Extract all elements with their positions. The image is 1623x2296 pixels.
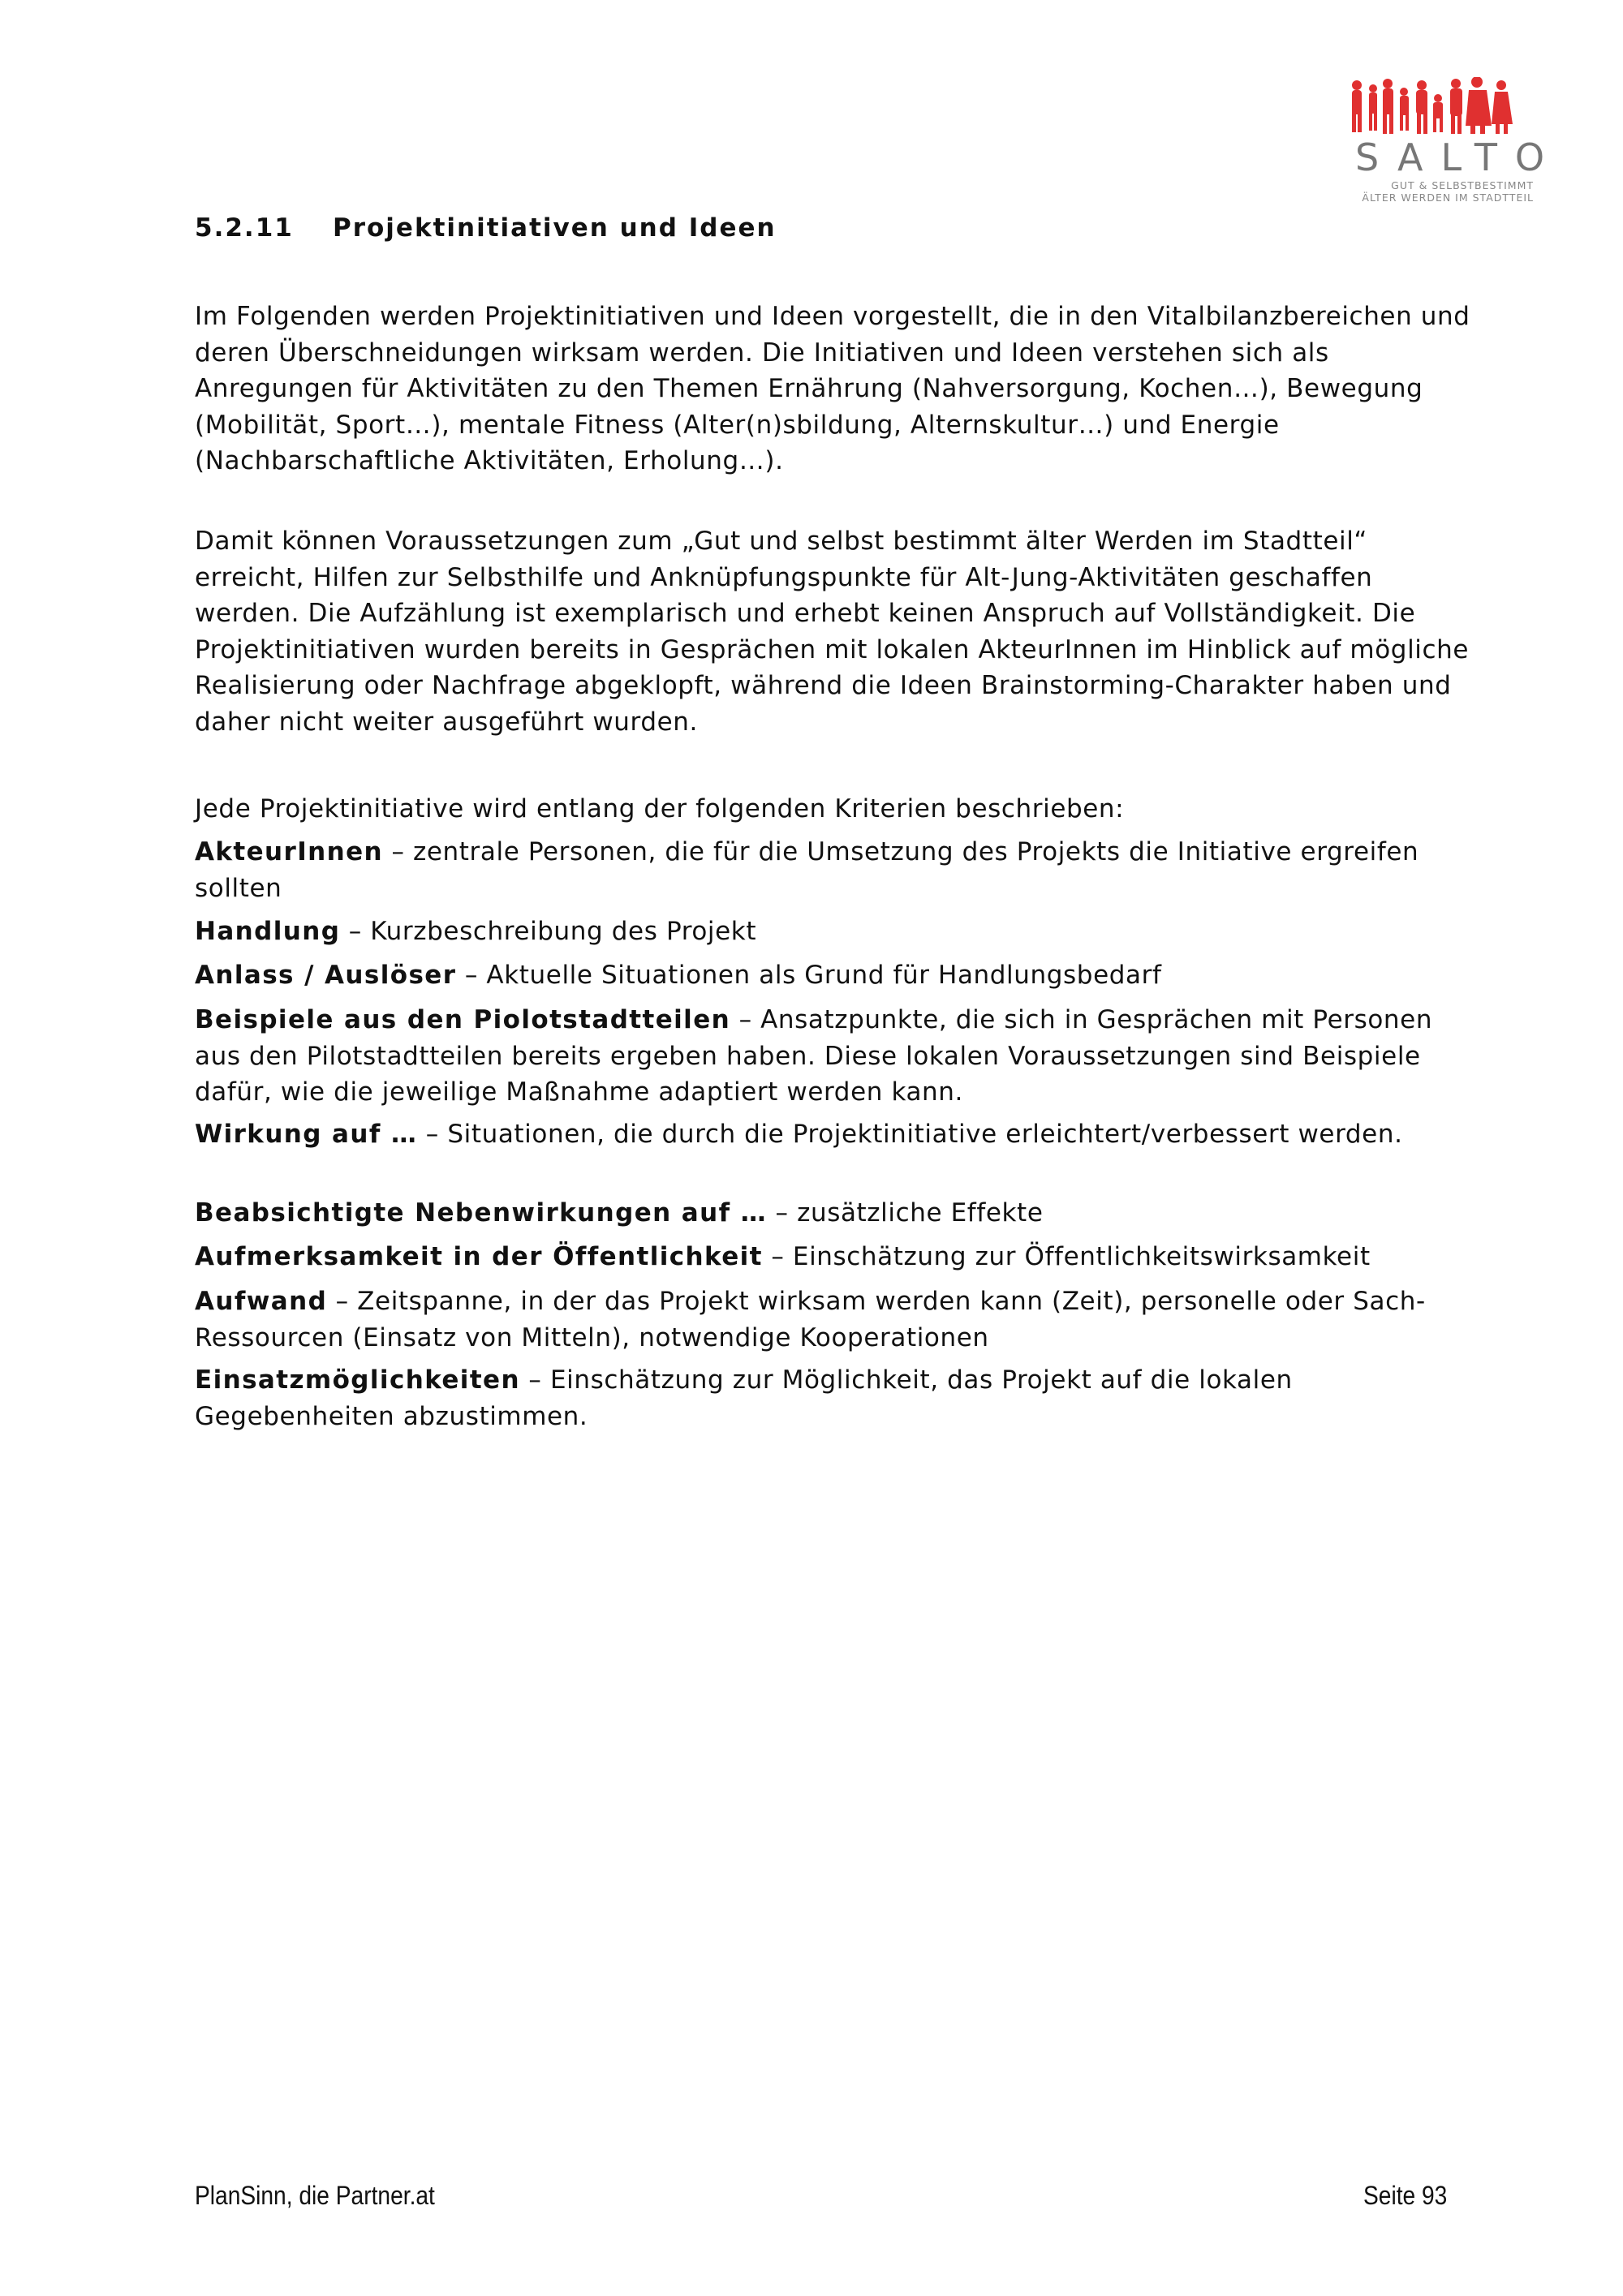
criterion-description: – Ansatzpunkte, die sich in Gesprächen mit Personen aus den Pilotstadtteilen bereits ergeben haben. Diese lokalen Voraussetzungen sind Beispiele dafür, wie die jeweilige Maßnahme adaptiert werden kann. [195, 1005, 1433, 1107]
criterion-item [195, 957, 1477, 994]
criteria-intro: Jede Projektinitiative wird entlang der folgenden Kriterien beschrieben: [195, 794, 1125, 823]
criterion-item [195, 1116, 1477, 1153]
criterion-description: – Einschätzung zur Möglichkeit, das Projekt auf die lokalen Gegebenheiten abzustimmen. [195, 1365, 1293, 1431]
criterion-description: – Einschätzung zur Öffentlichkeitswirksamkeit [762, 1242, 1371, 1271]
criterion-term: Anlass / Auslöser [195, 961, 457, 990]
criterion-term: Aufmerksamkeit in der Öffentlichkeit [195, 1242, 763, 1271]
criterion-description: – Kurzbeschreibung des Projekt [340, 917, 757, 946]
intro-paragraph-1: Im Folgenden werden Projektinitiativen und Ideen vorgestellt, die in den Vitalbilanzbereichen und deren Überschneidungen wirksam werden. Die Initiativen und Ideen verstehen sich als Anregungen für Aktivitäten zu den Themen Ernährung (Nahversorgung, Kochen…), Bewegung (Mobilität, Sport…), mentale Fitness (Alter(n)sbildung, Alternskultur…) und Energie (Nachbarschaftliche Aktivitäten, Erholung…). [195, 302, 1470, 476]
section-heading [195, 213, 777, 243]
criterion-item [195, 1362, 1477, 1434]
people-figures-icon [1347, 77, 1526, 135]
criterion-term: Einsatzmöglichkeiten [195, 1365, 520, 1395]
criterion-item [195, 1239, 1477, 1275]
criterion-description: – Zeitspanne, in der das Projekt wirksam werden kann (Zeit), personelle oder Sach-Ressourcen (Einsatz von Mitteln), notwendige Kooperationen [195, 1287, 1426, 1352]
section-number: 5.2.11 [195, 213, 294, 243]
criterion-item [195, 1002, 1477, 1111]
criterion-term: AkteurInnen [195, 837, 383, 866]
logo-tagline-1: GUT & SELBSTBESTIMMT [1391, 179, 1534, 191]
salto-logo [1339, 77, 1563, 207]
logo-tagline-2: ÄLTER WERDEN IM STADTTEIL [1362, 191, 1534, 204]
criterion-description: – zusätzliche Effekte [767, 1198, 1044, 1228]
logo-wordmark [1355, 135, 1563, 179]
criterion-item [195, 914, 1477, 950]
criterion-item [195, 1195, 1477, 1232]
criterion-term: Beispiele aus den Piolotstadtteilen [195, 1005, 731, 1034]
criterion-term: Wirkung auf … [195, 1120, 418, 1149]
intro-paragraph-2: Damit können Voraussetzungen zum „Gut und selbst bestimmt älter Werden im Stadtteil“ erreicht, Hilfen zur Selbsthilfe und Anknüpfungspunkte für Alt-Jung-Aktivitäten geschaffen werden. Die Aufzählung ist exemplarisch und erhebt keinen Anspruch auf Vollständigkeit. Die Projektinitiativen wurden bereits in Gesprächen mit lokalen AkteurInnen im Hinblick auf mögliche Realisierung oder Nachfrage abgeklopft, während die Ideen Brainstorming-Charakter haben und daher nicht weiter ausgeführt wurden. [195, 527, 1470, 737]
section-title: Projektinitiativen und Ideen [333, 213, 777, 243]
criterion-term: Aufwand [195, 1287, 328, 1316]
footer-left: PlanSinn, die Partner.at [195, 2181, 435, 2210]
criterion-item [195, 1283, 1477, 1356]
criterion-item [195, 834, 1477, 906]
page-number: Seite 93 [1363, 2181, 1448, 2210]
criterion-description: – zentrale Personen, die für die Umsetzung des Projekts die Initiative ergreifen sollten [195, 837, 1419, 903]
criterion-description: – Situationen, die durch die Projektinitiative erleichtert/verbessert werden. [417, 1120, 1403, 1149]
criterion-term: Handlung [195, 917, 341, 946]
criterion-description: – Aktuelle Situationen als Grund für Handlungsbedarf [456, 961, 1162, 990]
logo-word-text: SALTO [1355, 135, 1563, 179]
criterion-term: Beabsichtigte Nebenwirkungen auf … [195, 1198, 768, 1228]
